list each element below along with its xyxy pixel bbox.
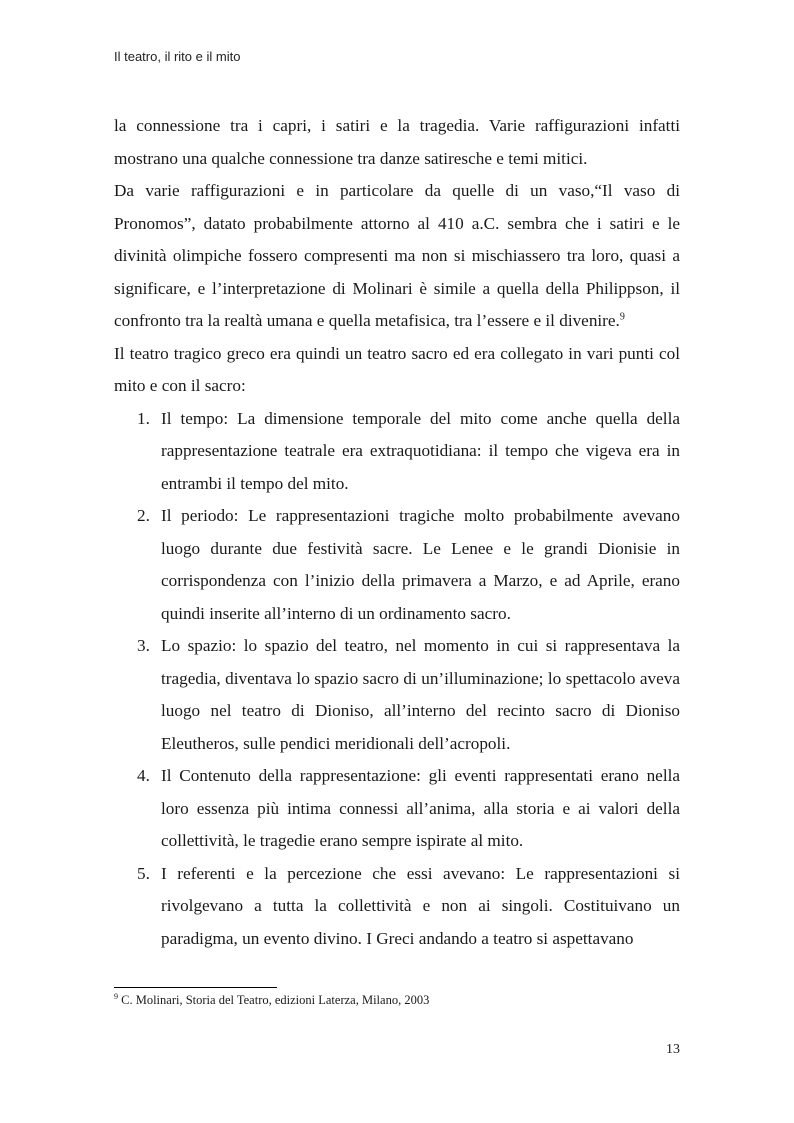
paragraph-text: Da varie raffigurazioni e in particolare da quelle di un vaso,“Il vaso di Pronomos”, datato probabilmente attorno al 410 a.C. sembra che i satiri e le divinità olimpiche fossero compresenti ma non si mischiassero tra loro, quasi a significare, e l’interpretazione di Molinari è simile a quella della Philippson, il confronto tra la realtà umana e quella metafisica, tra l’essere e il divenire.: [114, 181, 680, 330]
list-item: [114, 630, 680, 760]
list-item: [114, 858, 680, 956]
list-item-number: 3.: [137, 636, 150, 655]
body-text: [114, 110, 680, 955]
paragraph: [114, 338, 680, 403]
numbered-list: [114, 403, 680, 956]
list-item-number: 2.: [137, 506, 150, 525]
list-item-number: 5.: [137, 863, 150, 883]
footnote-text: C. Molinari, Storia del Teatro, edizioni Laterza, Milano, 2003: [118, 993, 430, 1007]
footnote-reference: 9: [619, 311, 625, 323]
footnote: [114, 993, 429, 1008]
list-item-text: Lo spazio: lo spazio del teatro, nel momento in cui si rappresentava la tragedia, diventava lo spazio sacro di un’illuminazione; lo spettacolo aveva luogo nel teatro di Dioniso, all’interno del recinto sacro di Dioniso Eleutheros, sulle pendici meridionali dell’acropoli.: [161, 636, 680, 753]
list-item-number: 4.: [137, 766, 150, 785]
footnote-number: 9: [114, 991, 118, 1001]
running-header: Il teatro, il rito e il mito: [114, 49, 241, 64]
list-item: [114, 760, 680, 858]
paragraph-text: Il teatro tragico greco era quindi un teatro sacro ed era collegato in vari punti col mito e con il sacro:: [114, 343, 680, 395]
list-item-number: 1.: [137, 408, 150, 428]
page-number: 13: [666, 1042, 680, 1057]
paragraph: [114, 175, 680, 338]
list-item-text: I referenti e la percezione che essi avevano: Le rappresentazioni si rivolgevano a tutta la collettività e non ai singoli. Costituivano un paradigma, un evento divino. I Greci andando a teatro si aspettavano: [161, 863, 680, 948]
footnote-divider: [114, 987, 277, 988]
list-item: [114, 500, 680, 630]
paragraph-text: la connessione tra i capri, i satiri e la tragedia. Varie raffigurazioni infatti mostrano una qualche connessione tra danze satiresche e temi mitici.: [114, 116, 680, 168]
list-item-text: Il Contenuto della rappresentazione: gli eventi rappresentati erano nella loro essenza più intima connessi all’anima, alla storia e ai valori della collettività, le tragedie erano sempre ispirate al mito.: [161, 766, 680, 850]
paragraph: [114, 110, 680, 175]
list-item-text: Il tempo: La dimensione temporale del mito come anche quella della rappresentazione teatrale era extraquotidiana: il tempo che vigeva era in entrambi il tempo del mito.: [161, 408, 680, 493]
list-item-text: Il periodo: Le rappresentazioni tragiche molto probabilmente avevano luogo durante due festività sacre. Le Lenee e le grandi Dionisie in corrispondenza con l’inizio della primavera a Marzo, e ad Aprile, erano quindi inserite all’interno di un ordinamento sacro.: [161, 506, 680, 623]
list-item: [114, 403, 680, 501]
